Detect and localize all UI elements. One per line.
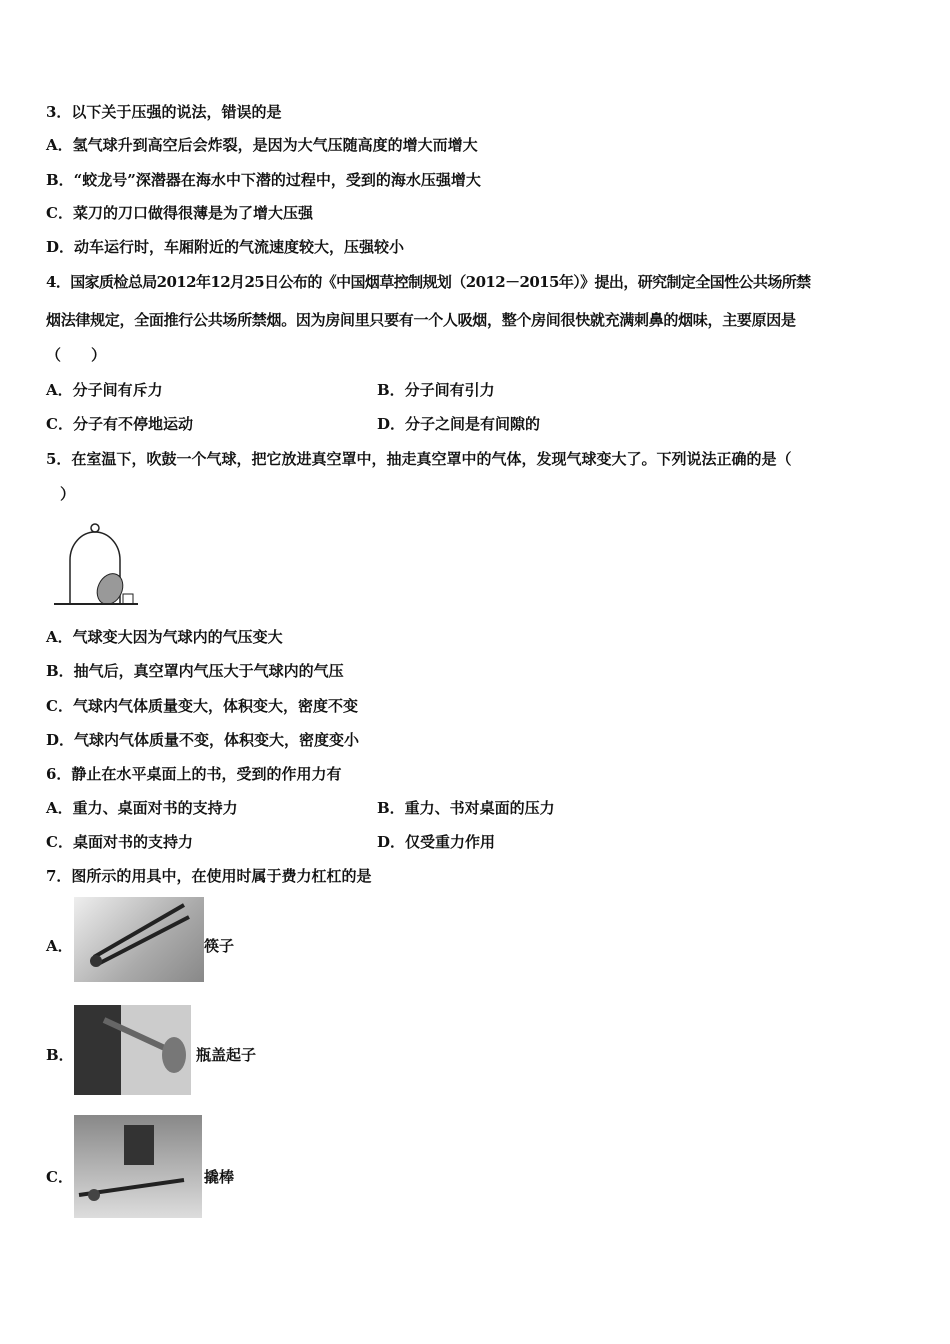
option-a-letter: A． bbox=[46, 937, 73, 955]
option-a: A．气球变大因为气球内的气压变大 bbox=[46, 628, 283, 646]
option-a: A．重力、桌面对书的支持力 bbox=[46, 799, 238, 817]
question-stem: 3．以下关于压强的说法，错误的是 bbox=[46, 103, 282, 121]
option-c: C．桌面对书的支持力 bbox=[46, 833, 193, 851]
question-stem: 5．在室温下，吹鼓一个气球，把它放进真空罩中，抽走真空罩中的气体，发现气球变大了。下列说法正确的是（ bbox=[46, 450, 792, 468]
option-c-label: 撬棒 bbox=[204, 1168, 235, 1186]
question-stem: 7．图所示的用具中，在使用时属于费力杠杠的是 bbox=[46, 867, 372, 885]
question-stem: 烟法律规定，全面推行公共场所禁烟。因为房间里只要有一个人吸烟，整个房间很快就充满刺鼻的烟味，主要原因是 bbox=[46, 311, 796, 329]
option-a-label: 筷子 bbox=[204, 937, 235, 955]
option-c-letter: C． bbox=[46, 1168, 73, 1186]
option-a: A．氢气球升到高空后会炸裂，是因为大气压随高度的增大而增大 bbox=[46, 136, 478, 154]
bottle-opener-image bbox=[74, 1005, 191, 1095]
option-b-letter: B． bbox=[46, 1046, 74, 1064]
question-stem: 4．国家质检总局2012年12月25日公布的《中国烟草控制规划（2012－2015年）》提出，研究制定全国性公共场所禁 bbox=[46, 273, 811, 291]
option-d: D．仅受重力作用 bbox=[377, 833, 496, 851]
option-b: B．重力、书对桌面的压力 bbox=[377, 799, 555, 817]
option-b: B．抽气后，真空罩内气压大于气球内的气压 bbox=[46, 662, 344, 680]
option-d: D．分子之间是有间隙的 bbox=[377, 415, 541, 433]
option-b-label: 瓶盖起子 bbox=[196, 1046, 257, 1064]
option-c: C．菜刀的刀口做得很薄是为了增大压强 bbox=[46, 204, 313, 222]
option-c: C．气球内气体质量变大，体积变大，密度不变 bbox=[46, 697, 358, 715]
option-c: C．分子有不停地运动 bbox=[46, 415, 193, 433]
option-a: A．分子间有斥力 bbox=[46, 381, 163, 399]
vacuum-bell-jar-diagram bbox=[50, 520, 142, 610]
option-d: D．动车运行时，车厢附近的气流速度较大，压强较小 bbox=[46, 238, 405, 256]
question-stem: ） bbox=[60, 485, 76, 503]
question-stem: 6．静止在水平桌面上的书，受到的作用力有 bbox=[46, 765, 342, 783]
crowbar-image bbox=[74, 1115, 202, 1218]
option-b: B．“蛟龙号”深潜器在海水中下潜的过程中，受到的海水压强增大 bbox=[46, 171, 481, 189]
option-b: B．分子间有引力 bbox=[377, 381, 495, 399]
option-d: D．气球内气体质量不变，体积变大，密度变小 bbox=[46, 731, 360, 749]
answer-bracket: （ ） bbox=[46, 346, 107, 364]
chopsticks-image bbox=[74, 897, 204, 982]
